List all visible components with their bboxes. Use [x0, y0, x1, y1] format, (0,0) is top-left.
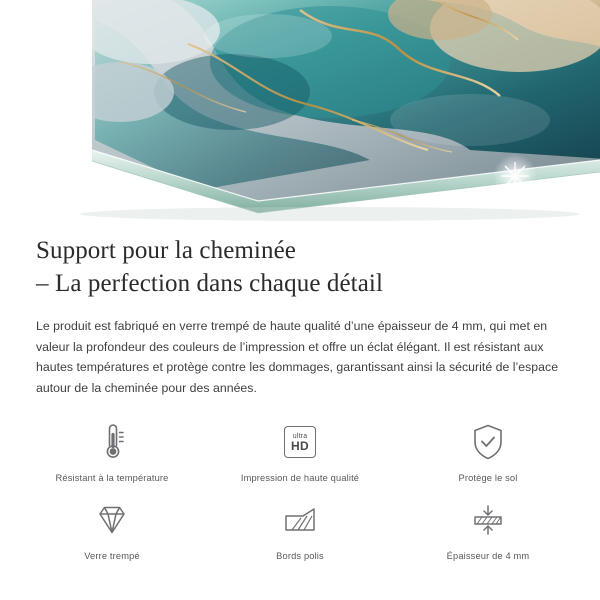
feature-label: Protège le sol	[458, 473, 518, 483]
thermometer-icon	[95, 420, 129, 464]
feature-label: Verre trempé	[84, 551, 140, 561]
hero-artwork	[0, 0, 600, 222]
ultra-hd-badge-bottom: HD	[291, 438, 309, 453]
headline-line-1: Support pour la cheminée	[36, 237, 296, 264]
feature-label: Impression de haute qualité	[240, 473, 360, 483]
ultra-hd-icon	[284, 420, 316, 464]
feature-label: Bords polis	[276, 551, 324, 561]
ultra-hd-badge-top: ultra	[292, 432, 308, 440]
shield-check-icon	[470, 420, 506, 464]
feature-item-temperature	[18, 420, 206, 484]
feature-item-tempered-glass	[18, 498, 206, 562]
feature-grid	[0, 420, 600, 562]
body-paragraph: Le produit est fabriqué en verre trempé de haute qualité d’une épaisseur de 4 mm, qui met en valeur la profondeur des couleurs de l’impression et offre un éclat élégant. Il est résistant aux hautes températures et protège contre les dommages, garantissant ainsi la sécurité de l’espace autour de la cheminée pour des années.	[36, 319, 559, 395]
headline-line-2: – La perfection dans chaque détail	[36, 270, 383, 297]
feature-label: Résistant à la température	[55, 473, 169, 483]
hero-product-image	[0, 0, 600, 222]
feature-item-floor-protection	[394, 420, 582, 484]
polished-edges-icon	[281, 498, 319, 542]
thickness-4mm-icon	[468, 498, 508, 542]
page-title	[36, 234, 564, 300]
product-copy	[0, 234, 600, 398]
feature-label: Épaisseur de 4 mm	[446, 551, 530, 561]
feature-item-polished-edges	[206, 498, 394, 562]
feature-item-thickness	[394, 498, 582, 562]
feature-item-print-quality	[206, 420, 394, 484]
diamond-icon	[92, 498, 132, 542]
